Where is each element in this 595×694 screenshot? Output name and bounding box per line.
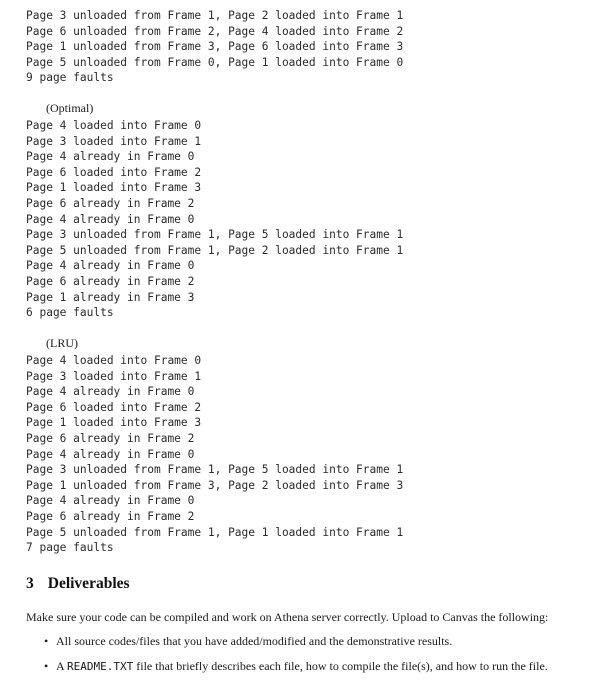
output-line: Page 1 unloaded from Frame 3, Page 6 loaded into Frame 3 — [26, 40, 404, 54]
output-line: Page 3 unloaded from Frame 1, Page 2 loaded into Frame 1 — [26, 9, 404, 22]
lru-output-block — [0, 353, 403, 556]
output-line: Page 6 unloaded from Frame 2, Page 4 loaded into Frame 2 — [26, 24, 404, 38]
output-line: Page 6 already in Frame 2 — [26, 509, 195, 523]
output-line: Page 4 already in Frame 0 — [26, 212, 195, 226]
output-line: Page 3 loaded into Frame 1 — [26, 134, 202, 148]
output-line: Page 4 loaded into Frame 0 — [26, 354, 202, 367]
output-line: Page 4 already in Frame 0 — [26, 385, 195, 399]
readme-filename: README.TXT — [67, 660, 134, 673]
output-line: Page 5 unloaded from Frame 1, Page 2 loaded into Frame 1 — [26, 243, 404, 257]
list-item — [26, 658, 571, 675]
output-line: Page 6 loaded into Frame 2 — [26, 165, 202, 179]
lru-heading: (LRU) — [46, 336, 78, 350]
output-line: Page 1 already in Frame 3 — [26, 290, 195, 304]
output-line: Page 5 unloaded from Frame 0, Page 1 loaded into Frame 0 — [26, 55, 404, 69]
optimal-heading: (Optimal) — [46, 101, 94, 115]
output-line: 6 page faults — [26, 306, 114, 320]
output-line: Page 1 unloaded from Frame 3, Page 2 loaded into Frame 3 — [26, 478, 404, 492]
output-line: Page 3 unloaded from Frame 1, Page 5 loaded into Frame 1 — [26, 228, 404, 242]
output-line: Page 6 already in Frame 2 — [26, 196, 195, 210]
list-item-prefix: A — [56, 659, 68, 673]
list-item-text: All source codes/files that you have added/modified and the demonstrative results. — [56, 634, 453, 648]
section-heading-deliverables — [26, 575, 130, 593]
output-line: Page 3 unloaded from Frame 1, Page 5 loaded into Frame 1 — [26, 463, 404, 477]
output-line: Page 1 loaded into Frame 3 — [26, 181, 202, 195]
section-number: 3 — [26, 575, 34, 592]
output-line: 7 page faults — [26, 541, 114, 555]
output-line: Page 5 unloaded from Frame 1, Page 1 loaded into Frame 1 — [26, 525, 404, 539]
output-line: Page 6 already in Frame 2 — [26, 274, 195, 288]
output-line: Page 4 already in Frame 0 — [26, 494, 195, 508]
deliverables-intro: Make sure your code can be compiled and work on Athena server correctly. Upload to Canvas the following: — [26, 610, 549, 624]
output-line: 9 page faults — [26, 71, 114, 85]
bullet-icon: • — [44, 659, 49, 673]
output-line: Page 1 loaded into Frame 3 — [26, 416, 202, 430]
list-item — [26, 633, 571, 649]
output-line: Page 3 loaded into Frame 1 — [26, 369, 202, 383]
output-line: Page 4 already in Frame 0 — [26, 150, 195, 164]
deliverables-list — [26, 633, 571, 684]
fifo-output-block — [0, 8, 403, 86]
output-line: Page 6 loaded into Frame 2 — [26, 400, 202, 414]
output-line: Page 4 already in Frame 0 — [26, 447, 195, 461]
output-line: Page 6 already in Frame 2 — [26, 431, 195, 445]
section-title: Deliverables — [47, 575, 130, 592]
output-line: Page 4 already in Frame 0 — [26, 259, 195, 273]
bullet-icon: • — [44, 634, 49, 648]
output-line: Page 4 loaded into Frame 0 — [26, 119, 202, 132]
optimal-output-block — [0, 118, 403, 321]
list-item-text: file that briefly describes each file, how to compile the file(s), and how to run the file. — [133, 659, 548, 673]
